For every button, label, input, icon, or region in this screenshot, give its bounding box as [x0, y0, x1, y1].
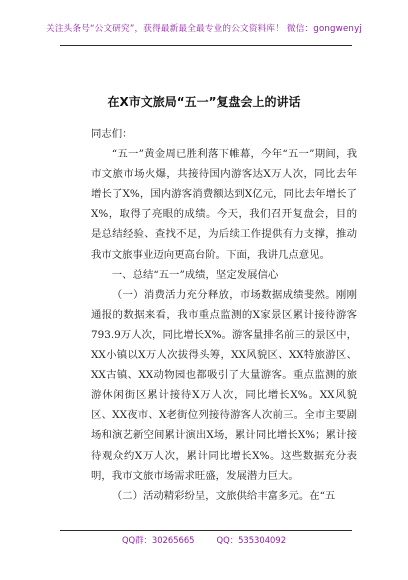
page-footer — [0, 534, 408, 546]
section-heading: 一、总结“五一”成绩，坚定发展信心 — [111, 268, 279, 281]
footer-divider — [60, 530, 352, 531]
paragraph-consumption: （一）消费活力充分释放，市场数据成绩斐然。刚刚通报的数据来看，我市重点监测的X家景区累计接待游客793.9万人次，同比增长X%。游客量排名前三的景区中，XX小镇以X万人次拔得头筹，XX风貌区、XX特旅游区、XX古镇、XX动物园也都吸引了大量游客。重点监测的旅游休闲街区累计接待X万人次，同比增长X%。XX风貌区、XX夜市、X老街位列接待游客人次前三。全市主要剧场和演艺新空间累计演出X场，累计同比增长X%；累计接待观众约X万人次，累计同比增长X%。这些数据充分表明，我市文旅市场需求旺盛，发展潜力巨大。 — [91, 288, 357, 482]
document-body — [91, 124, 357, 506]
footer-qq: QQ：535304092 — [216, 535, 287, 545]
header-divider — [60, 45, 352, 46]
paragraph-activities: （二）活动精彩纷呈，文旅供给丰富多元。在“五 — [111, 489, 336, 502]
footer-qq-group: QQ群：30265665 — [121, 535, 195, 545]
document-title: 在X市文旅局“五一”复盘会上的讲话 — [107, 95, 301, 109]
page-header-banner: 关注头条号“公文研究”，获得最新最全最专业的公文资料库！ 微信：gongwenyj — [46, 24, 362, 34]
paragraph-intro: “五一”黄金周已胜利落下帷幕，今年“五一”期间，我市文旅市场火爆，共接待国内游客达X万人次，同比去年增长了X%，国内游客消费额达到X亿元，同比去年增长了X%，取得了亮眼的成绩。今天，我们召开复盘会，目的是总结经验、查找不足，为后续工作提供有力支撑，推动我市文旅事业迈向更高台阶。下面，我讲几点意见。 — [91, 148, 357, 261]
salutation: 同志们： — [91, 128, 133, 140]
